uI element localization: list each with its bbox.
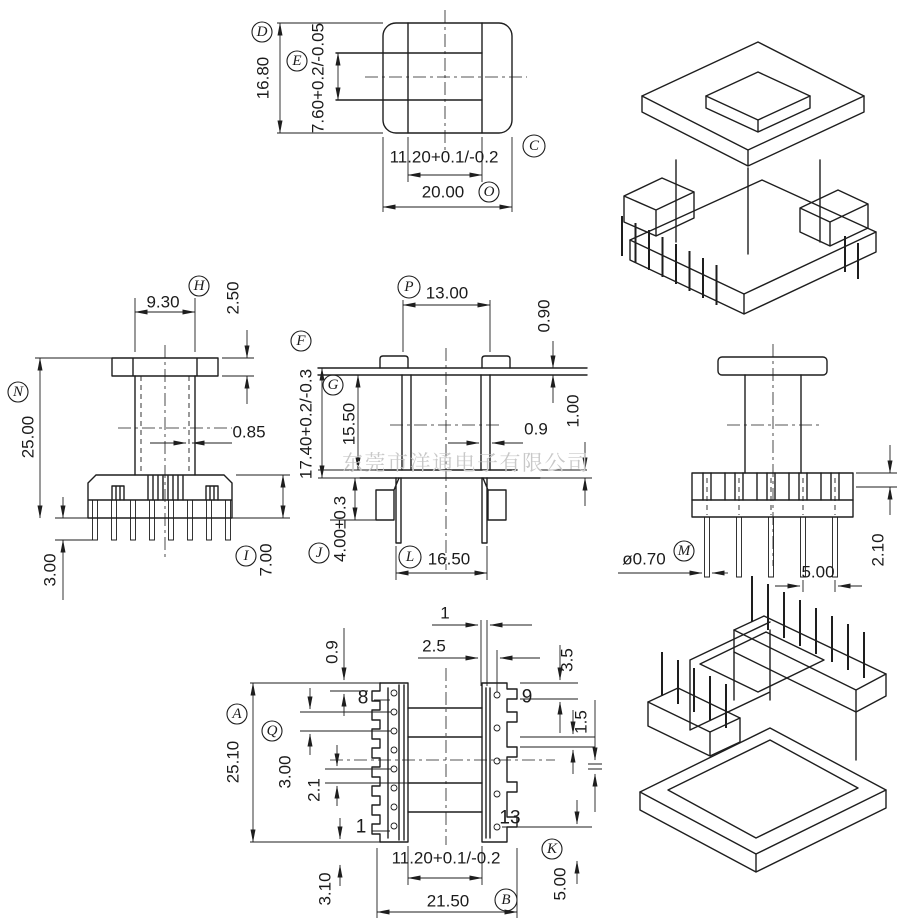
dim-plan-length: 25.10	[223, 740, 243, 784]
balloon-c-letter: C	[528, 138, 540, 154]
view-isometric-inverted	[588, 576, 886, 872]
balloon-b-letter: B	[501, 892, 511, 908]
balloon-e-letter: E	[292, 53, 302, 69]
pin-number-8: 8	[357, 687, 369, 709]
side-view-dim-lines	[315, 300, 592, 580]
dim-side-flange-wall: 0.9	[524, 419, 548, 439]
balloon-o	[479, 182, 499, 202]
dim-top-height: 16.80	[253, 56, 273, 100]
dim-top-width: 20.00	[421, 182, 465, 202]
dim-front-wall: 0.85	[232, 422, 266, 442]
balloon-i-letter: I	[243, 548, 249, 564]
dim-side-rim: 0.90	[534, 299, 554, 333]
balloon-d	[252, 22, 272, 42]
dim-plan-window-width: 11.20+0.1/-0.2	[391, 848, 501, 868]
front-view-dim-lines	[35, 298, 290, 600]
dim-plan-rib: 1.5	[571, 710, 591, 734]
balloon-b	[495, 889, 517, 911]
balloon-g-letter: G	[327, 377, 339, 393]
dim-side-base-edge: 1.00	[563, 394, 583, 428]
dim-plan-pitch-b: 5.00	[550, 867, 570, 901]
balloon-q-letter: Q	[266, 723, 278, 739]
balloon-j-letter: J	[315, 545, 323, 561]
dim-plan-tooth: 0.9	[322, 640, 342, 664]
balloon-k-letter: K	[546, 841, 558, 857]
dim-side-winding-width: 15.50	[339, 402, 359, 446]
end-view-hidden-pins	[707, 478, 835, 515]
end-view-outline	[692, 357, 853, 517]
view-top-orthographic	[252, 10, 545, 212]
iso-bottom-outline	[640, 616, 886, 872]
balloon-f	[291, 331, 311, 351]
balloon-g	[323, 375, 343, 395]
plan-view-outline	[372, 683, 517, 842]
top-view-outline	[336, 23, 512, 133]
balloon-m	[674, 541, 694, 561]
balloon-p	[398, 276, 420, 298]
view-plan-bottom	[224, 604, 596, 919]
dim-side-flange-width: 13.00	[425, 283, 469, 303]
balloon-h-letter: H	[193, 278, 205, 294]
balloon-e	[287, 51, 307, 71]
balloon-q	[262, 721, 282, 741]
dim-plan-corner: 3.5	[557, 648, 577, 672]
balloon-p-letter: P	[404, 279, 414, 295]
balloon-h	[189, 276, 209, 296]
dim-top-window-height: 7.60+0.2/-0.05	[308, 22, 328, 134]
dim-end-pin-pitch: 5.00	[801, 562, 835, 582]
balloon-m-letter: M	[677, 543, 691, 559]
dim-plan-hole-pitch: 3.00	[275, 755, 295, 789]
plan-view-dim-lines	[250, 620, 595, 918]
balloon-a	[227, 704, 247, 724]
pin-number-9: 9	[521, 686, 533, 708]
balloon-n	[8, 382, 28, 402]
balloon-c	[523, 135, 545, 157]
iso-bottom-pins	[662, 576, 864, 728]
pin-number-1: 1	[355, 816, 367, 838]
dim-plan-slot: 1	[440, 603, 450, 623]
front-view-pins	[93, 500, 231, 540]
balloon-d-letter: D	[256, 24, 268, 40]
pin-number-13: 13	[499, 807, 521, 829]
view-end-right	[618, 344, 897, 592]
dim-side-pin-span: 16.50	[427, 549, 471, 569]
watermark-text: 东莞市洋通电子有限公司	[342, 451, 590, 475]
balloon-f-letter: F	[296, 333, 306, 349]
dim-plan-width: 21.50	[426, 891, 470, 911]
dim-side-overall-height: 17.40+0.2/-0.3	[296, 368, 316, 480]
balloon-n-letter: N	[12, 384, 24, 400]
balloon-j	[309, 543, 329, 563]
balloon-l-letter: L	[405, 549, 415, 565]
front-view-outline	[88, 358, 232, 518]
top-view-centerlines	[365, 10, 527, 150]
dim-front-pin-length: 3.00	[40, 553, 60, 587]
dim-plan-hole-offset: 2.1	[304, 778, 324, 802]
balloon-i	[236, 546, 256, 566]
dim-front-overall-height: 25.00	[18, 415, 38, 459]
dim-front-flange-thickness: 2.50	[223, 281, 243, 315]
balloon-k	[542, 839, 562, 859]
view-side-center	[291, 276, 592, 580]
view-front	[8, 276, 290, 600]
dim-top-window-width: 11.20+0.1/-0.2	[389, 147, 499, 167]
balloon-o-letter: O	[483, 184, 495, 200]
dim-plan-row-offset: 3.10	[315, 872, 335, 906]
dim-end-base-step: 2.10	[868, 533, 888, 567]
dim-side-foot-height: 4.00±0.3	[330, 495, 350, 563]
end-view-dim-lines	[618, 445, 897, 592]
balloon-l	[399, 546, 421, 568]
dim-front-core-width: 9.30	[146, 292, 180, 312]
dim-end-pin-diameter: ø0.70	[622, 549, 666, 569]
view-isometric-upright	[622, 42, 876, 314]
dim-front-base-height: 7.00	[256, 543, 276, 577]
balloon-a-letter: A	[232, 706, 242, 722]
dim-plan-pitch-a: 2.5	[422, 636, 446, 656]
